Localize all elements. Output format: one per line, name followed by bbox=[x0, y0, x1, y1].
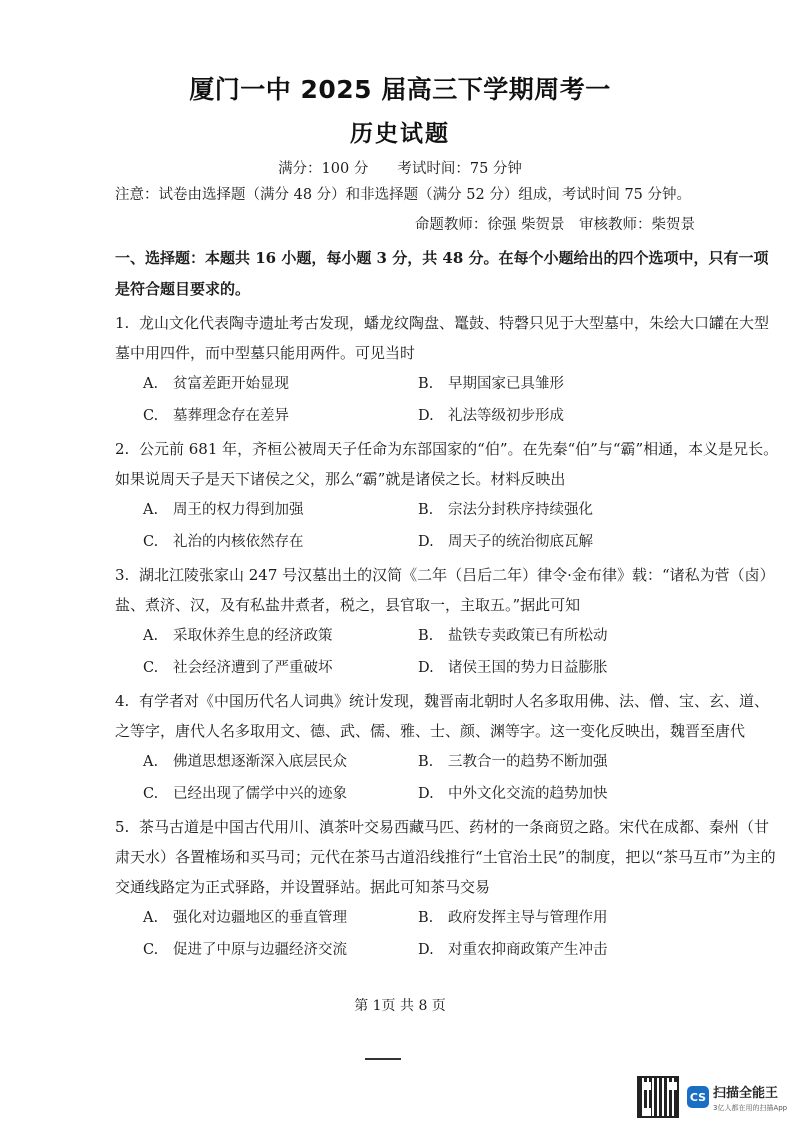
exam-authors: 命题教师：徐强 柴贺景 审核教师：柴贺景 bbox=[414, 217, 695, 233]
option-letter: B. bbox=[418, 502, 434, 518]
option-letter: D. bbox=[418, 534, 434, 550]
question-text: 龙山文化代表陶寺遗址考古发现，蟠龙纹陶盘、鼍鼓、特磬只见于大型墓中，朱绘大口罐在大型墓中用四件，而中型墓只能用两件。可见当时 bbox=[115, 314, 770, 362]
option-text: 对重农抑商政策产生冲击 bbox=[448, 942, 608, 958]
question-text: 湖北江陵张家山 247 号汉墓出土的汉简《二年（吕后二年）律令·金布律》载：“诸私为菅（卤）盐、煮济、汉，及有私盐井煮者，税之，县官取一，主取五。”据此可知 bbox=[115, 566, 775, 614]
option-letter: B. bbox=[418, 910, 434, 926]
option-c[interactable] bbox=[143, 400, 418, 432]
option-text: 礼治的内核依然存在 bbox=[173, 534, 304, 550]
option-d[interactable] bbox=[418, 652, 748, 684]
option-text: 贫富差距开始显现 bbox=[173, 376, 289, 392]
page-number: 第 1页 共 8 页 bbox=[354, 998, 446, 1014]
option-list bbox=[143, 494, 780, 558]
option-letter: B. bbox=[418, 754, 434, 770]
question-list bbox=[115, 308, 780, 968]
question-text: 公元前 681 年，齐桓公被周天子任命为东部国家的“伯”。在先秦“伯”与“霸”相通，本义是兄长。如果说周天子是天下诸侯之父，那么“霸”就是诸侯之长。材料反映出 bbox=[115, 440, 779, 488]
question-number: 5. bbox=[115, 818, 130, 836]
option-a[interactable] bbox=[143, 902, 418, 934]
question-3 bbox=[115, 560, 780, 684]
option-text: 采取休养生息的经济政策 bbox=[173, 628, 333, 644]
scanner-tagline: 3亿人都在用的扫描App bbox=[713, 1103, 788, 1112]
option-text: 佛道思想逐渐深入底层民众 bbox=[173, 754, 347, 770]
option-text: 已经出现了儒学中兴的迹象 bbox=[173, 786, 347, 802]
option-b[interactable] bbox=[418, 368, 748, 400]
option-text: 强化对边疆地区的垂直管理 bbox=[173, 910, 347, 926]
option-text: 三教合一的趋势不断加强 bbox=[448, 754, 608, 770]
option-a[interactable] bbox=[143, 494, 418, 526]
question-stem bbox=[115, 686, 780, 746]
qr-code-icon bbox=[637, 1076, 679, 1118]
option-text: 诸侯王国的势力日益膨胀 bbox=[448, 660, 608, 676]
option-text: 中外文化交流的趋势加快 bbox=[448, 786, 608, 802]
option-letter: D. bbox=[418, 942, 434, 958]
exam-title: 厦门一中 2025 届高三下学期周考一 bbox=[189, 75, 611, 104]
option-text: 促进了中原与边疆经济交流 bbox=[173, 942, 347, 958]
option-c[interactable] bbox=[143, 778, 418, 810]
option-text: 政府发挥主导与管理作用 bbox=[448, 910, 608, 926]
question-4 bbox=[115, 686, 780, 810]
option-letter: A. bbox=[143, 628, 159, 644]
option-letter: D. bbox=[418, 660, 434, 676]
option-c[interactable] bbox=[143, 652, 418, 684]
option-b[interactable] bbox=[418, 902, 748, 934]
option-c[interactable] bbox=[143, 934, 418, 966]
question-1 bbox=[115, 308, 780, 432]
option-list bbox=[143, 902, 780, 966]
option-d[interactable] bbox=[418, 934, 748, 966]
option-list bbox=[143, 746, 780, 810]
section-heading: 一、选择题：本题共 16 小题，每小题 3 分，共 48 分。在每个小题给出的四个选项中，只有一项是符合题目要求的。 bbox=[115, 249, 769, 298]
question-stem bbox=[115, 812, 780, 902]
option-letter: C. bbox=[143, 786, 159, 802]
option-text: 早期国家已具雏形 bbox=[448, 376, 564, 392]
option-letter: C. bbox=[143, 942, 159, 958]
option-text: 周王的权力得到加强 bbox=[173, 502, 304, 518]
option-text: 墓葬理念存在差异 bbox=[173, 408, 289, 424]
option-letter: A. bbox=[143, 754, 159, 770]
option-b[interactable] bbox=[418, 746, 748, 778]
question-number: 2. bbox=[115, 440, 130, 458]
question-stem bbox=[115, 560, 780, 620]
camscanner-logo-icon: CS bbox=[687, 1086, 709, 1108]
question-number: 4. bbox=[115, 692, 130, 710]
option-d[interactable] bbox=[418, 526, 748, 558]
option-letter: A. bbox=[143, 376, 159, 392]
option-letter: A. bbox=[143, 910, 159, 926]
question-number: 3. bbox=[115, 566, 130, 584]
option-letter: B. bbox=[418, 376, 434, 392]
question-5 bbox=[115, 812, 780, 966]
option-b[interactable] bbox=[418, 494, 748, 526]
option-a[interactable] bbox=[143, 620, 418, 652]
option-b[interactable] bbox=[418, 620, 748, 652]
option-text: 礼法等级初步形成 bbox=[448, 408, 564, 424]
option-text: 社会经济遭到了严重破坏 bbox=[173, 660, 333, 676]
option-a[interactable] bbox=[143, 368, 418, 400]
option-letter: A. bbox=[143, 502, 159, 518]
question-stem bbox=[115, 434, 780, 494]
option-c[interactable] bbox=[143, 526, 418, 558]
option-text: 周天子的统治彻底瓦解 bbox=[448, 534, 593, 550]
exam-meta: 满分：100 分 考试时间：75 分钟 bbox=[278, 161, 522, 177]
option-d[interactable] bbox=[418, 778, 748, 810]
question-2 bbox=[115, 434, 780, 558]
option-a[interactable] bbox=[143, 746, 418, 778]
option-list bbox=[143, 368, 780, 432]
question-text: 有学者对《中国历代名人词典》统计发现，魏晋南北朝时人名多取用佛、法、僧、宝、玄、道、之等字，唐代人名多取用文、德、武、儒、雅、士、颜、渊等字。这一变化反映出，魏晋至唐代 bbox=[115, 692, 770, 740]
page-divider bbox=[365, 1058, 401, 1060]
option-letter: D. bbox=[418, 786, 434, 802]
scanner-text bbox=[713, 1082, 787, 1113]
option-letter: D. bbox=[418, 408, 434, 424]
question-stem bbox=[115, 308, 780, 368]
option-letter: B. bbox=[418, 628, 434, 644]
exam-subtitle: 历史试题 bbox=[350, 121, 450, 147]
option-letter: C. bbox=[143, 534, 159, 550]
question-number: 1. bbox=[115, 314, 130, 332]
option-letter: C. bbox=[143, 408, 159, 424]
scanner-name: 扫描全能王 bbox=[713, 1085, 779, 1101]
option-text: 盐铁专卖政策已有所松动 bbox=[448, 628, 608, 644]
exam-notice: 注意：试卷由选择题（满分 48 分）和非选择题（满分 52 分）组成，考试时间 75 分钟。 bbox=[115, 187, 692, 203]
option-list bbox=[143, 620, 780, 684]
option-letter: C. bbox=[143, 660, 159, 676]
option-d[interactable] bbox=[418, 400, 748, 432]
scanner-watermark bbox=[637, 1076, 787, 1118]
option-text: 宗法分封秩序持续强化 bbox=[448, 502, 593, 518]
question-text: 茶马古道是中国古代用川、滇茶叶交易西藏马匹、药材的一条商贸之路。宋代在成都、秦州（甘肃天水）各置榷场和买马司；元代在茶马古道沿线推行“土官治土民”的制度，把以“茶马互市”为主的交通线路定为正式驿路，并设置驿站。据此可知茶马交易 bbox=[115, 818, 776, 896]
